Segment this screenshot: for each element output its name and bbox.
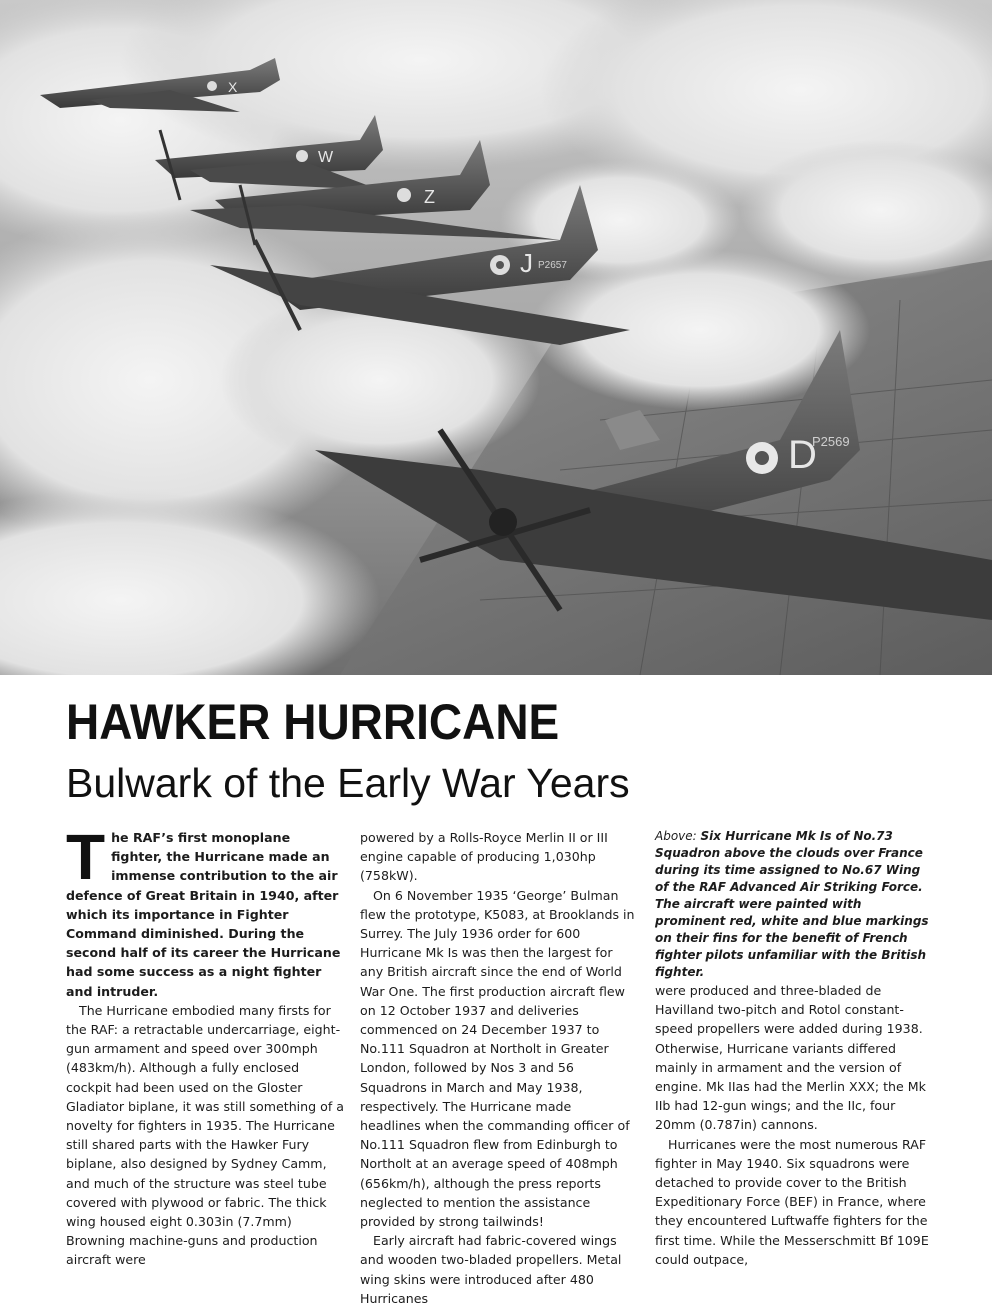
body-paragraph: Early aircraft had fabric-covered wings and wooden two-bladed propellers. Metal wing skins were introduced after 480 Hurricanes [360, 1233, 622, 1306]
article-column-2 [360, 828, 636, 1308]
body-paragraph: On 6 November 1935 ‘George’ Bulman flew the prototype, K5083, at Brooklands in Surrey. The July 1936 order for 600 Hurricane Mk Is was then the largest for any British aircraft since the end of World War One. The first production aircraft flew on 12 October 1937 and deliveries commenced on 24 December 1937 to No.111 Squadron at Northolt in Greater London, followed by Nos 3 and 56 Squadrons in March and May 1938, respectively. The Hurricane made headlines when the commanding officer of No.111 Squadron flew from Edinburgh to Northolt at an average speed of 408mph (656km/h), although the press reports neglected to mention the assistance provided by strong tailwinds! [360, 887, 635, 1230]
aircraft-serial: P2657 [538, 260, 567, 271]
article-column-1 [66, 821, 345, 1270]
drop-cap: T [66, 821, 106, 893]
aircraft-serial: P2569 [812, 434, 850, 449]
body-paragraph: The Hurricane embodied many firsts for the RAF: a retractable undercarriage, eight-gun armament and speed over 300mph (483km/h). Although a fully enclosed cockpit had been used on the Gloster Gladiator biplane, it was still something of a novelty for fighters in 1935. The Hurricane still shared parts with the Hawker Fury biplane, also designed by Sydney Camm, and much of the structure was steel tube covered with plywood or fabric. The thick wing housed eight 0.303in (7.7mm) Browning machine-guns and production aircraft were [66, 1002, 345, 1268]
fuselage-letter: D [788, 433, 817, 477]
fuselage-letter: X [228, 79, 238, 95]
page-subtitle: Bulwark of the Early War Years [66, 760, 630, 806]
caption-text: Six Hurricane Mk Is of No.73 Squadron above the clouds over France during its time assigned to No.67 Wing of the RAF Advanced Air Striking Force. The aircraft were painted with prominent red, white and blue markings on their fins for the benefit of French fighter pilots unfamiliar with the British fighter. [655, 829, 929, 979]
intro-text: he RAF’s first monoplane fighter, the Hurricane made an immense contribution to the air defence of Great Britain in 1940, after which its importance in Fighter Command diminished. During the second half of its career the Hurricane had some success as a night fighter and intruder. [66, 830, 341, 999]
body-paragraph: Hurricanes were the most numerous RAF fighter in May 1940. Six squadrons were detached to provide cover to the British Expeditionary Force (BEF) in France, where they encountered Luftwaffe fighters for the first time. While the Messerschmitt Bf 109E could outpace, [655, 1136, 929, 1267]
body-paragraph: were produced and three-bladed de Havilland two-pitch and Rotol constant-speed propellers were added during 1938. Otherwise, Hurricane variants differed mainly in armament and the version of engine. Mk IIas had the Merlin XXX; the Mk IIb had 12-gun wings; and the IIc, four 20mm (0.787in) cannons. [655, 983, 926, 1133]
article-column-3 [655, 828, 930, 1269]
fuselage-letter: W [318, 149, 334, 166]
caption-lead: Above: [655, 829, 701, 843]
intro-paragraph [66, 821, 344, 1001]
photo-caption [655, 828, 930, 981]
fuselage-letter: J [520, 248, 533, 278]
page-title: HAWKER HURRICANE [66, 694, 560, 750]
fuselage-letter: Z [424, 187, 435, 207]
body-paragraph: powered by a Rolls-Royce Merlin II or III engine capable of producing 1,030hp (758kW). [360, 830, 608, 884]
